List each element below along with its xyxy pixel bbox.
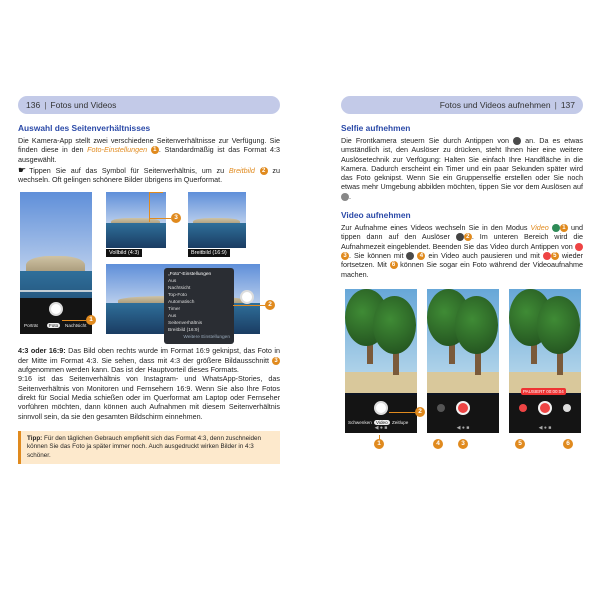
mode-photo[interactable]: Foto: [49, 323, 59, 329]
callout-1: 1: [374, 439, 384, 449]
caption-widescreen: Breitbild (16:9): [188, 249, 230, 257]
video-mode-icon: [552, 224, 560, 232]
stop-icon: [575, 243, 583, 251]
callout-4: 4: [433, 439, 443, 449]
aspect-paragraph: 4:3 oder 16:9: Das Bild oben rechts wurde im Format 16:9 geknipst, das Foto in der Mitte im Format 4:3. Sie sehen, dass mit 4:3 der größere Bildausschnitt 3 aufgenommen werden kann. Das ist der Hauptvorteil dieses Formats.: [18, 346, 280, 375]
callout-badge: 2: [260, 167, 268, 175]
resume-button[interactable]: [519, 404, 527, 412]
callout-3: 3: [458, 439, 468, 449]
callout-badge: 1: [560, 224, 568, 232]
video-paragraph: Zur Aufnahme eines Videos wechseln Sie in den Modus Video 1 und tippen dann auf den Auslöser 2 . Im unteren Bereich wird die Aufnahmezeit eingeblendet. Beenden Sie das Video durch Antippen von 3 . Sie können mit 4 ein Video auch pausieren und mit 5 wieder fortsetzen. Mit 6 können Sie sogar ein Foto während der Videoaufnahme machen.: [341, 223, 584, 279]
callout-3: 3: [171, 213, 181, 223]
record-button[interactable]: [374, 401, 388, 415]
record-icon: [456, 233, 464, 241]
callout-2: 2: [265, 300, 275, 310]
video-figure: [341, 289, 583, 449]
page-number: 137: [560, 100, 575, 110]
right-page: [341, 96, 583, 449]
running-head: Fotos und Videos aufnehmen: [439, 100, 551, 110]
running-head: Fotos und Videos: [50, 100, 117, 110]
resume-icon: [543, 252, 551, 260]
stop-button-paused[interactable]: [538, 401, 552, 415]
selfie-paragraph: Die Frontkamera steuern Sie durch Antippen von an. Da es etwas umständlich ist, den Auslöser zu drücken, steht Ihnen hier eine weitere Auslösetechnik zur Verfügung: Halten Sie einfach Ihre Handfläche in die Kamera. Dadurch erscheint ein Timer und ein paar Sekunden später wird das Foto geknipst. Wenn Sie ein Gruppenselfie erstellen oder Sie noch etwas mehr Umgebung abbilden möchten, tippen Sie vor dem Auslösen auf .: [341, 136, 583, 201]
photo-settings-menu: „Foto“-Einstellungen Aus Nachtsicht Top-Foto Automatisch Timer Aus Seitenverhältnis Breitbild (16:9) Weitere Einstellungen: [164, 268, 234, 344]
mode-video[interactable]: Video: [376, 419, 388, 425]
aspect-ratio-figure: [18, 190, 280, 340]
mode-slowmo[interactable]: Zeitlupe: [392, 419, 409, 425]
callout-6: 6: [563, 439, 573, 449]
tip-box: Tipp: Für den täglichen Gebrauch empfiehlt sich das Format 4:3, denn zuschneiden können Sie das Foto ja später immer noch. Auch ausgedruckt wirken Bilder in 4:3 schöner.: [18, 431, 280, 465]
phone-screenshot-portrait: [20, 192, 92, 334]
callout-badge: 6: [390, 261, 398, 269]
page-number: 136: [26, 100, 41, 110]
snapshot-button[interactable]: [563, 404, 571, 412]
navigation-bar: ◀ ● ■: [374, 424, 388, 431]
intro-paragraph: Die Kamera-App stellt zwei verschiedene Seitenverhältnisse zur Verfügung. Sie finden diese in den Foto-Einstellungen 1 . Standardmäßig ist das Format 4:3 ausgewählt.: [18, 136, 281, 164]
section-heading: Auswahl des Seitenverhältnisses: [18, 123, 151, 133]
mode-pan[interactable]: Schwenken: [348, 419, 372, 425]
pause-button[interactable]: [437, 404, 445, 412]
phone-paused: PAUSIERT 00:00:04 ◀ ● ■: [509, 289, 581, 433]
switch-camera-icon: [513, 137, 521, 145]
header-separator: |: [554, 100, 557, 110]
mode-portrait[interactable]: Porträt: [24, 323, 38, 329]
callout-badge: 2: [464, 233, 472, 241]
callout-2: 2: [415, 407, 425, 417]
paused-indicator: PAUSIERT 00:00:04: [523, 388, 564, 394]
selfie-heading: Selfie aufnehmen: [341, 123, 411, 133]
phone-screenshot-landscape: [106, 264, 260, 341]
stop-button[interactable]: [456, 401, 470, 415]
left-page-header: [18, 96, 280, 114]
thumbnail-fullscreen: [106, 192, 166, 248]
header-separator: |: [44, 100, 47, 110]
pause-icon: [406, 252, 414, 260]
callout-badge: 1: [151, 146, 159, 154]
more-settings-link[interactable]: Weitere Einstellungen: [183, 335, 230, 341]
callout-1: 1: [86, 315, 96, 325]
pointing-hand-icon: ☛: [18, 164, 27, 175]
wide-angle-icon: [341, 193, 349, 201]
thumbnail-widescreen: [188, 192, 246, 248]
caption-fullscreen: Vollbild (4:3): [106, 249, 142, 257]
phone-recording: ◀ ● ■: [427, 289, 499, 433]
callout-badge: 3: [341, 252, 349, 260]
left-page: [18, 96, 280, 464]
step-paragraph: ☛ Tippen Sie auf das Symbol für Seitenverhältnis, um zu Breitbild 2 zu wechseln. Oft gelingen schönere Bilder übrigens im Querformat.: [18, 164, 281, 185]
callout-5: 5: [515, 439, 525, 449]
right-page-header: [341, 96, 583, 114]
callout-badge: 3: [272, 357, 280, 365]
callout-badge: 4: [417, 252, 425, 260]
video-heading: Video aufnehmen: [341, 210, 411, 221]
callout-badge: 5: [551, 252, 559, 260]
social-media-paragraph: 9:16 ist das Seitenverhältnis von Instagram- und WhatsApp-Stories, das Seitenverhältnis von Monitoren und Fernsehern 16:9. Wenn Sie also Ihre Fotos direkt für Social Media schießen oder im Querformat am Laptop oder Fernseher vorführen möchten, dann können auch Aufnahmen mit diesem Seitenverhältnis sinnvoll sein, da sie den gesamten Bildschirm einnehmen.: [18, 374, 280, 421]
mode-night[interactable]: Nachtsicht: [65, 323, 87, 329]
